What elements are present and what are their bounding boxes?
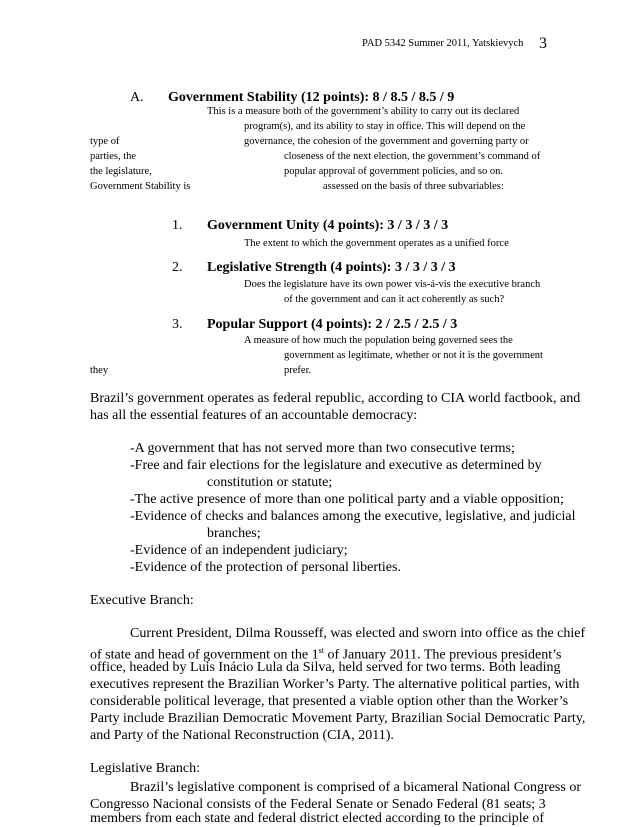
section-desc-line: governance, the cohesion of the government and governing party or [244,136,529,147]
intro-line: has all the essential features of an accountable democracy: [90,408,418,423]
subvariable-desc-line: The extent to which the government operates as a unified force [244,238,509,249]
subvariable-number: 3. [172,317,183,332]
section-heading: Executive Branch: [90,593,194,608]
subvariable-desc-line: government as legitimate, whether or not it is the government [284,350,543,361]
paragraph-line: of state and head of government on the 1st of January 2011. The previous president’s [90,646,562,663]
feature-item: -Evidence of checks and balances among the executive, legislative, and judicial [130,509,576,524]
subvariable-number: 1. [172,218,183,233]
section-left-fragment: type of [90,136,120,147]
subvariable-desc-line: A measure of how much the population being governed sees the [244,335,513,346]
subvariable-title: Popular Support (4 points): 2 / 2.5 / 2.5 / 3 [207,317,458,332]
section-desc-line: popular approval of government policies, and so on. [284,166,503,177]
section-left-fragment: Government Stability is [90,181,191,192]
section-left-fragment: the legislature, [90,166,152,177]
page-number: 3 [539,35,547,52]
paragraph-line: executives represent the Brazilian Worker’s Party. The alternative political parties, with [90,677,580,692]
subvariable-left-fragment: they [90,365,109,376]
section-desc-line: assessed on the basis of three subvariables: [323,181,504,192]
feature-item: -The active presence of more than one political party and a viable opposition; [130,492,564,507]
subvariable-number: 2. [172,260,183,275]
paragraph-line: and Party of the National Reconstruction (CIA, 2011). [90,728,394,743]
subvariable-desc-line: Does the legislature have its own power vis-á-vis the executive branch [244,279,541,290]
paragraph-line: members from each state and federal district elected according to the principle of [90,811,545,826]
paragraph-line: considerable political leverage, that presented a viable option other than the Worker’s [90,694,569,709]
feature-item: -Evidence of the protection of personal liberties. [130,560,401,575]
section-left-fragment: parties, the [90,151,137,162]
ordinal-suffix: st [318,646,324,655]
section-desc-line: This is a measure both of the government’s ability to carry out its declared [207,106,520,117]
feature-item: -Evidence of an independent judiciary; [130,543,348,558]
section-desc-line: closeness of the next election, the government’s command of [284,151,541,162]
feature-item: -Free and fair elections for the legislature and executive as determined by [130,458,542,473]
feature-item-continuation: constitution or statute; [207,475,333,490]
section-heading: Legislative Branch: [90,761,201,776]
feature-item-continuation: branches; [207,526,261,541]
section-title: Government Stability (12 points): 8 / 8.5 / 8.5 / 9 [168,90,455,105]
section-desc-line: program(s), and its ability to stay in office. This will depend on the [244,121,526,132]
paragraph-line: office, headed by Luis Inácio Lula da Silva, held served for two terms. Both leading [90,660,561,675]
paragraph-line: Congresso Nacional consists of the Federal Senate or Senado Federal (81 seats; 3 [90,797,546,812]
paragraph-line: Current President, Dilma Rousseff, was elected and sworn into office as the chief [130,626,586,641]
section-letter: A. [130,90,144,105]
running-head: PAD 5342 Summer 2011, Yatskievych [362,38,524,49]
feature-item: -A government that has not served more than two consecutive terms; [130,441,515,456]
subvariable-desc-line: prefer. [284,365,312,376]
paragraph-line: Party include Brazilian Democratic Movement Party, Brazilian Social Democratic Party, [90,711,586,726]
subvariable-desc-line: of the government and can it act coherently as such? [284,294,505,305]
subvariable-title: Government Unity (4 points): 3 / 3 / 3 / 3 [207,218,449,233]
paragraph-line: Brazil’s legislative component is comprised of a bicameral National Congress or [130,780,581,795]
intro-line: Brazil’s government operates as federal republic, according to CIA world factbook, and [90,391,581,406]
subvariable-title: Legislative Strength (4 points): 3 / 3 / 3 / 3 [207,260,456,275]
